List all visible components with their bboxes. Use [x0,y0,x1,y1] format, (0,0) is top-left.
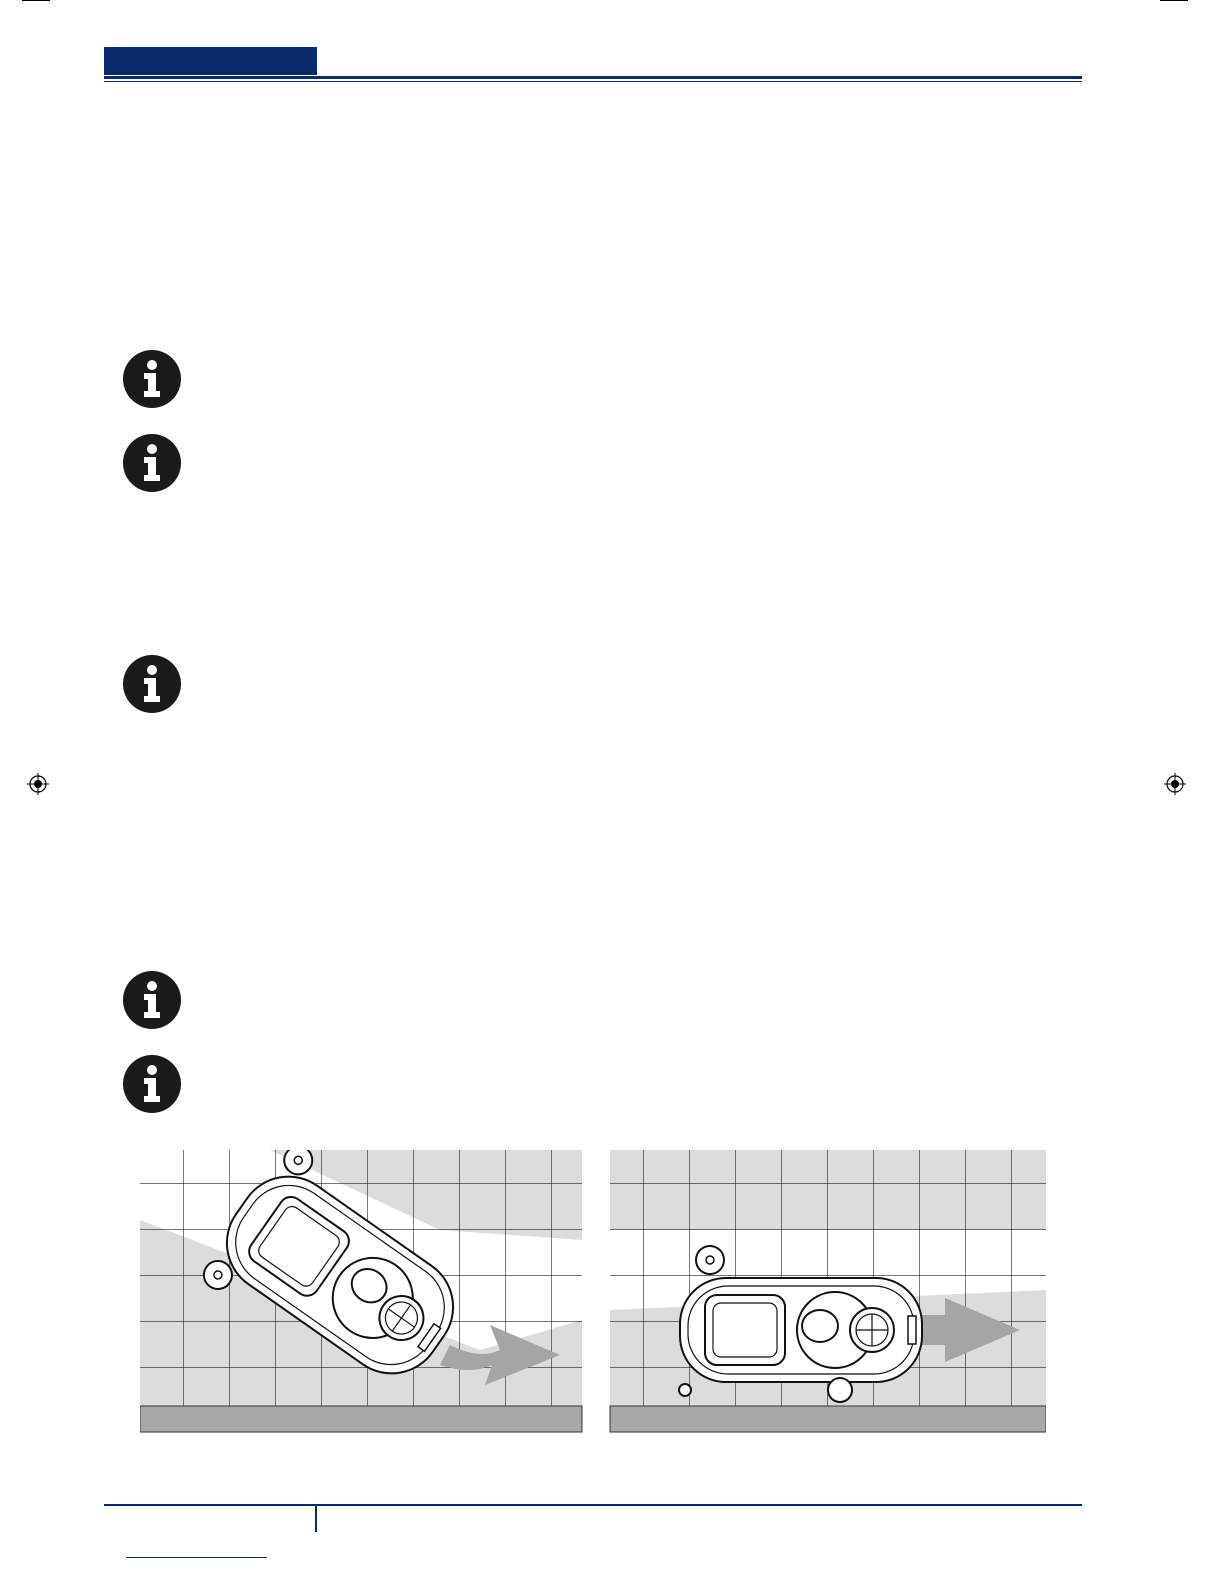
section-header-bar [104,47,317,75]
registration-mark-icon [1164,773,1186,795]
header-rule-thin [104,81,1082,82]
crop-mark-top-left-h [22,0,50,1]
panel-left-diagonal [140,1150,582,1432]
header-rule-thick [104,76,1082,79]
info-icon [122,1054,182,1114]
registration-mark-icon [27,773,49,795]
footer-divider-tick [315,1506,317,1532]
info-icon [122,654,182,714]
info-icon [122,433,182,493]
footer-underline [126,1557,267,1558]
footer-rule [104,1504,1082,1506]
scrubber-maneuver-figure [140,1150,1046,1434]
panel-right-straight [610,1150,1046,1432]
crop-mark-top-right-h [1160,0,1188,1]
info-icon [122,349,182,409]
info-icon [122,970,182,1030]
